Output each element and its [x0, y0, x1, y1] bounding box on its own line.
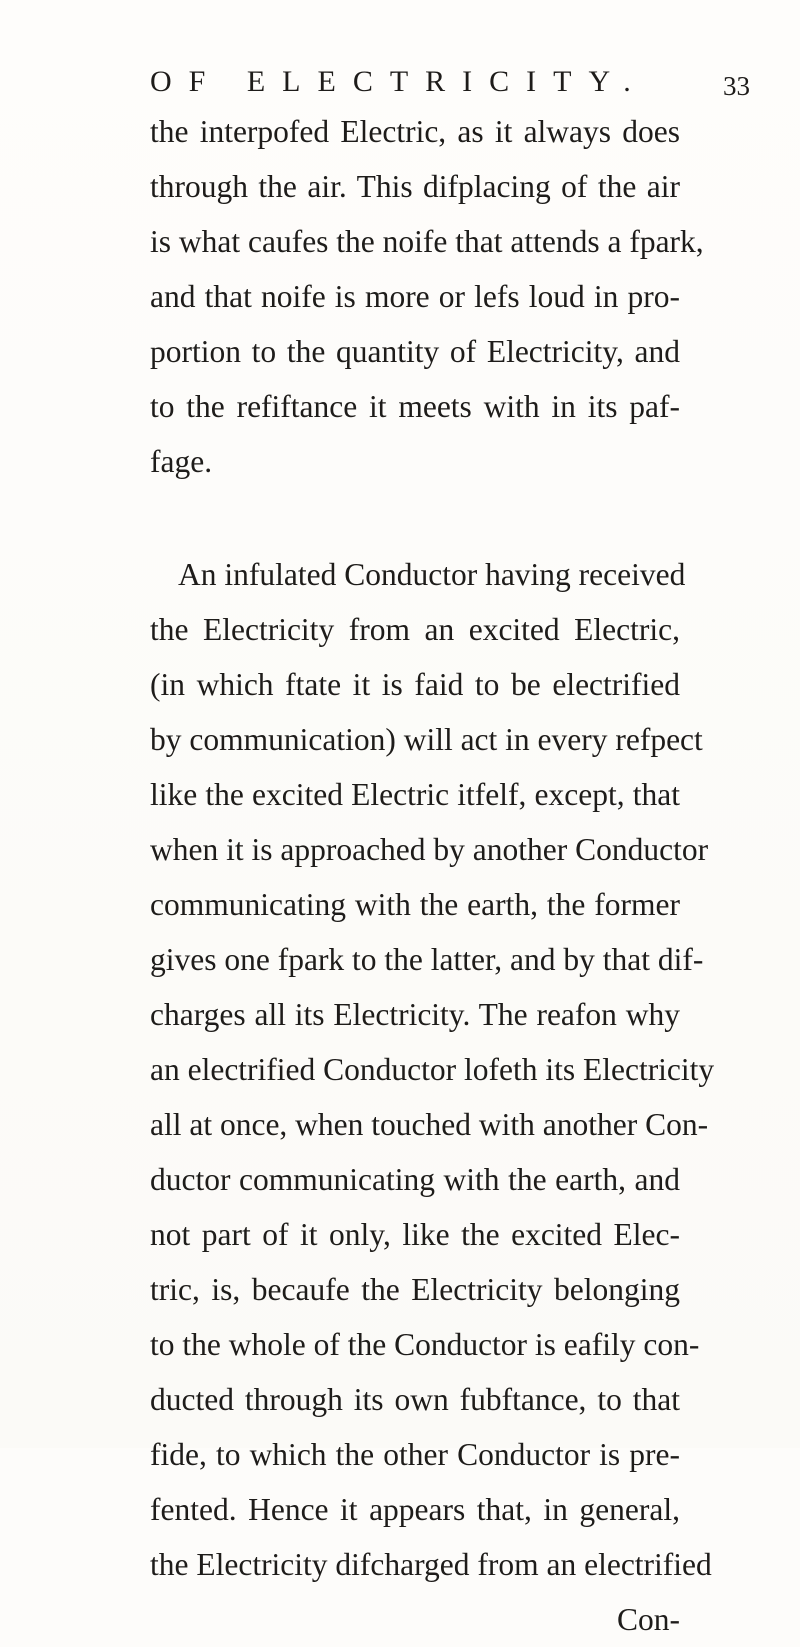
text-line: to the whole of the Conductor is eafily con-: [150, 1327, 700, 1362]
text-line: charges all its Electricity. The reafon why: [150, 997, 680, 1032]
text-line: fage.: [150, 444, 213, 479]
text-line: an electrified Conductor lofeth its Electricity: [150, 1052, 715, 1087]
text-line: An infulated Conductor having received: [178, 557, 686, 592]
paragraph: [150, 547, 715, 1592]
text-line: fented. Hence it appears that, in general,: [150, 1492, 680, 1527]
text-line: to the refiftance it meets with in its paf-: [150, 389, 680, 424]
running-title: OF ELECTRICITY.: [150, 65, 648, 98]
paragraph-break: [150, 489, 680, 547]
text-line: portion to the quantity of Electricity, and: [150, 334, 680, 369]
text-line: like the excited Electric itfelf, except, that: [150, 777, 680, 812]
text-line: and that noife is more or lefs loud in pro-: [150, 279, 680, 314]
text-line: tric, is, becaufe the Electricity belonging: [150, 1272, 680, 1307]
text-line: the interpofed Electric, as it always does: [150, 114, 680, 149]
text-line: the Electricity from an excited Electric,: [150, 612, 680, 647]
catchword: Con-: [617, 1602, 680, 1637]
text-line: when it is approached by another Conductor: [150, 832, 709, 867]
text-line: gives one fpark to the latter, and by that dif-: [150, 942, 704, 977]
page-number: 33: [723, 71, 750, 101]
text-line: through the air. This difplacing of the air: [150, 169, 680, 204]
running-head: [150, 62, 750, 102]
body-text: [150, 104, 715, 1647]
text-line: by communication) will act in every refpect: [150, 722, 703, 757]
text-line: communicating with the earth, the former: [150, 887, 680, 922]
text-line: fide, to which the other Conductor is pre-: [150, 1437, 680, 1472]
text-line: the Electricity difcharged from an electrified: [150, 1547, 712, 1582]
paragraph: [150, 104, 704, 489]
text-line: (in which ftate it is faid to be electrified: [150, 667, 680, 702]
text-line: is what caufes the noife that attends a fpark,: [150, 224, 704, 259]
text-line: all at once, when touched with another Con-: [150, 1107, 709, 1142]
text-line: not part of it only, like the excited Elec-: [150, 1217, 680, 1252]
text-line: ductor communicating with the earth, and: [150, 1162, 680, 1197]
text-line: ducted through its own fubftance, to that: [150, 1382, 680, 1417]
